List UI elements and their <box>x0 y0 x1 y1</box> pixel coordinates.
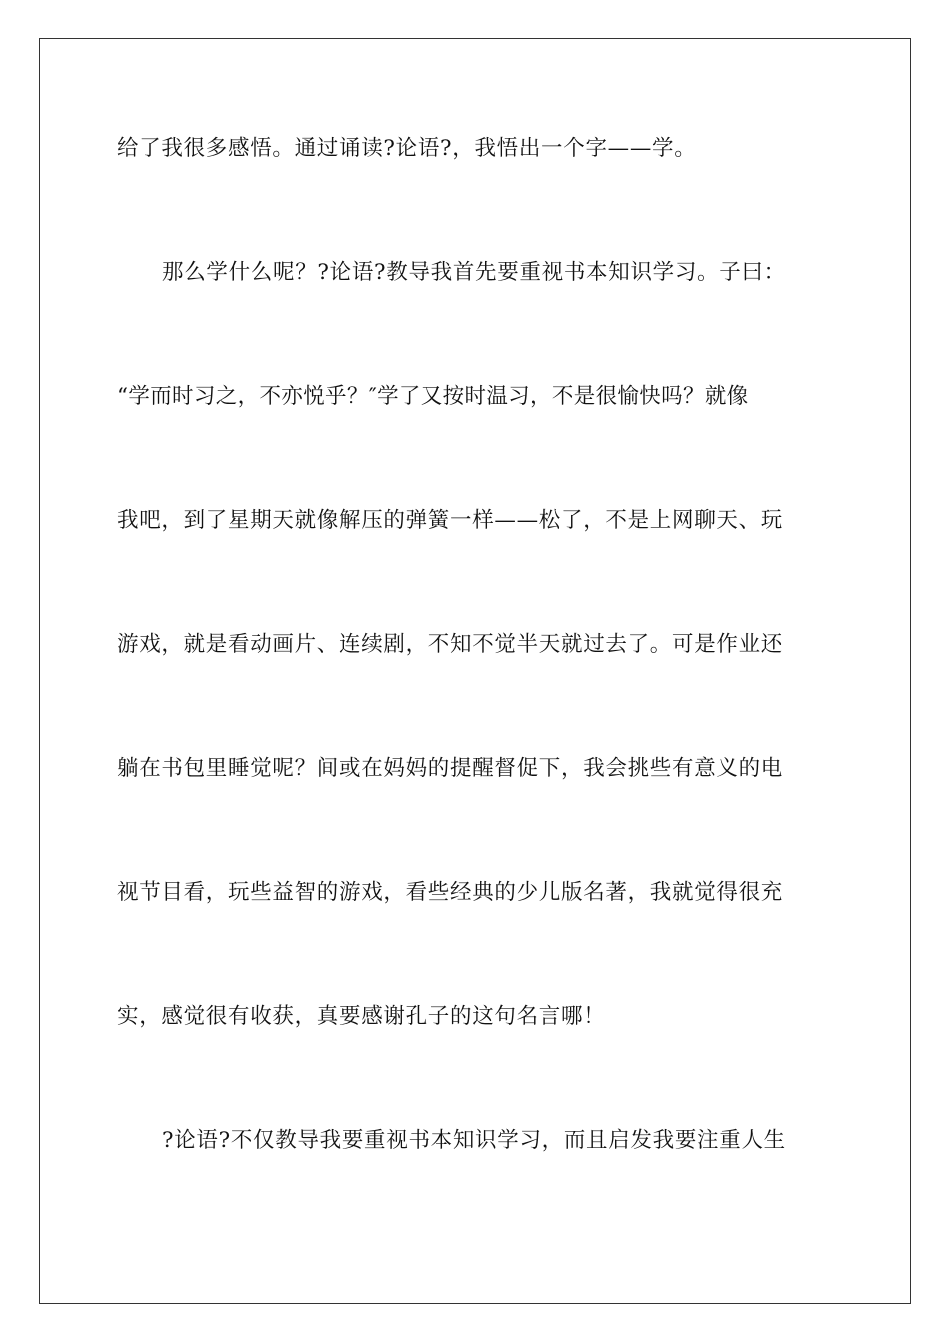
text-line: 视节目看，玩些益智的游戏，看些经典的少儿版名著，我就觉得很充 <box>117 880 784 905</box>
text-line: 躺在书包里睡觉呢？间或在妈妈的提醒督促下，我会挑些有意义的电 <box>117 756 784 781</box>
text-line: ?论语?不仅教导我要重视书本知识学习，而且启发我要注重人生 <box>162 1128 786 1153</box>
text-line: “学而时习之，不亦悦乎？″学了又按时温习，不是很愉快吗？就像 <box>117 384 749 409</box>
text-line: 我吧，到了星期天就像解压的弹簧一样——松了，不是上网聊天、玩 <box>117 508 784 533</box>
text-line: 实，感觉很有收获，真要感谢孔子的这句名言哪！ <box>117 1004 606 1029</box>
text-line: 游戏，就是看动画片、连续剧，不知不觉半天就过去了。可是作业还 <box>117 632 784 657</box>
text-line: 给了我很多感悟。通过诵读?论语?，我悟出一个字——学。 <box>117 136 697 161</box>
text-line: 那么学什么呢？?论语?教导我首先要重视书本知识学习。子曰： <box>162 260 786 285</box>
page-border <box>39 38 911 1304</box>
